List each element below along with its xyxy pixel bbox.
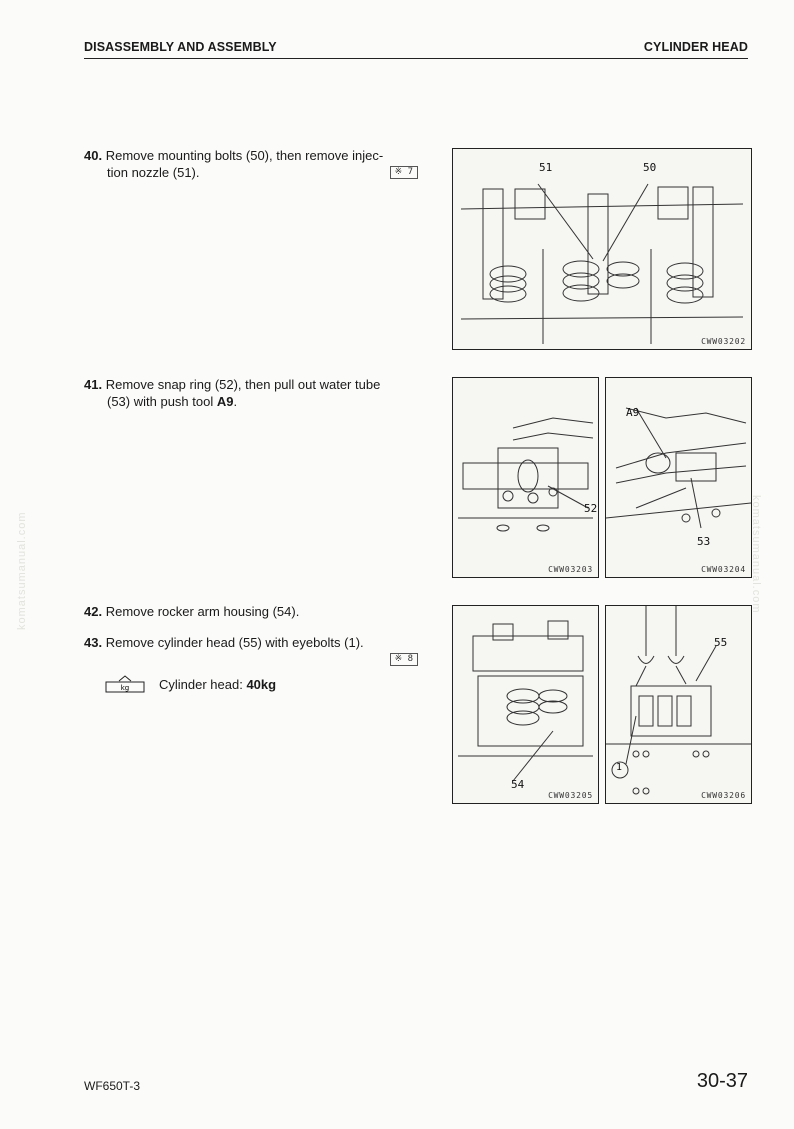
header-rule [84, 58, 748, 59]
model-number: WF650T-3 [84, 1079, 141, 1093]
figure-code: CWW03204 [701, 565, 746, 574]
step-43 [84, 634, 424, 665]
step-number: 42. [84, 604, 103, 619]
reference-mark: ※ 8 [390, 653, 418, 666]
watermark-left: komatsumanual.com [16, 511, 28, 630]
figure-water-tube [605, 377, 752, 578]
callout-55: 55 [714, 636, 728, 649]
figure-snap-ring [452, 377, 599, 578]
step-42 [84, 603, 424, 620]
section-title: DISASSEMBLY AND ASSEMBLY [84, 40, 277, 54]
figure-code: CWW03205 [548, 791, 593, 800]
step-text: Remove rocker arm housing (54). [105, 604, 300, 619]
step-text: (53) with push tool [107, 394, 217, 409]
step-text: Remove mounting bolts (50), then remove injec- [105, 148, 384, 163]
page-number: 30-37 [696, 1070, 748, 1092]
callout-52: 52 [584, 502, 598, 515]
step-number: 41. [84, 377, 103, 392]
figure-code: CWW03202 [701, 337, 746, 346]
weight-spec [105, 674, 276, 694]
callout-1: 1 [616, 762, 623, 773]
step-40 [84, 147, 424, 181]
topic-title: CYLINDER HEAD [643, 40, 748, 54]
step-text: . [233, 394, 238, 409]
weight-label: Cylinder head: [159, 676, 247, 692]
weight-icon [105, 674, 145, 694]
callout-50: 50 [643, 161, 657, 174]
watermark-right: komatsumanual.com [750, 495, 762, 614]
reference-mark: ※ 7 [390, 166, 418, 179]
cylinder-head-lift-illustration [606, 606, 751, 803]
step-41 [84, 376, 429, 410]
figure-rocker-housing [452, 605, 599, 804]
figure-code: CWW03206 [701, 791, 746, 800]
step-number: 43. [84, 635, 103, 650]
figure-code: CWW03203 [548, 565, 593, 574]
weight-value: 40kg [246, 676, 277, 692]
rocker-housing-illustration [453, 606, 598, 803]
step-number: 40. [84, 148, 103, 163]
figure-cylinder-head-lift [605, 605, 752, 804]
callout-53: 53 [697, 535, 711, 548]
figure-injection-nozzle [452, 148, 752, 350]
step-text: Remove cylinder head (55) with eyebolts (1). [105, 635, 364, 650]
weight-icon-text: kg [120, 684, 130, 692]
engine-illustration [453, 149, 751, 349]
callout-51: 51 [539, 161, 553, 174]
callout-54: 54 [511, 778, 525, 791]
step-text: tion nozzle (51). [107, 165, 200, 180]
snap-ring-illustration [453, 378, 598, 577]
callout-a9: A9 [626, 406, 640, 419]
tool-name: A9 [216, 394, 234, 409]
step-text: Remove snap ring (52), then pull out water tube [105, 377, 381, 392]
